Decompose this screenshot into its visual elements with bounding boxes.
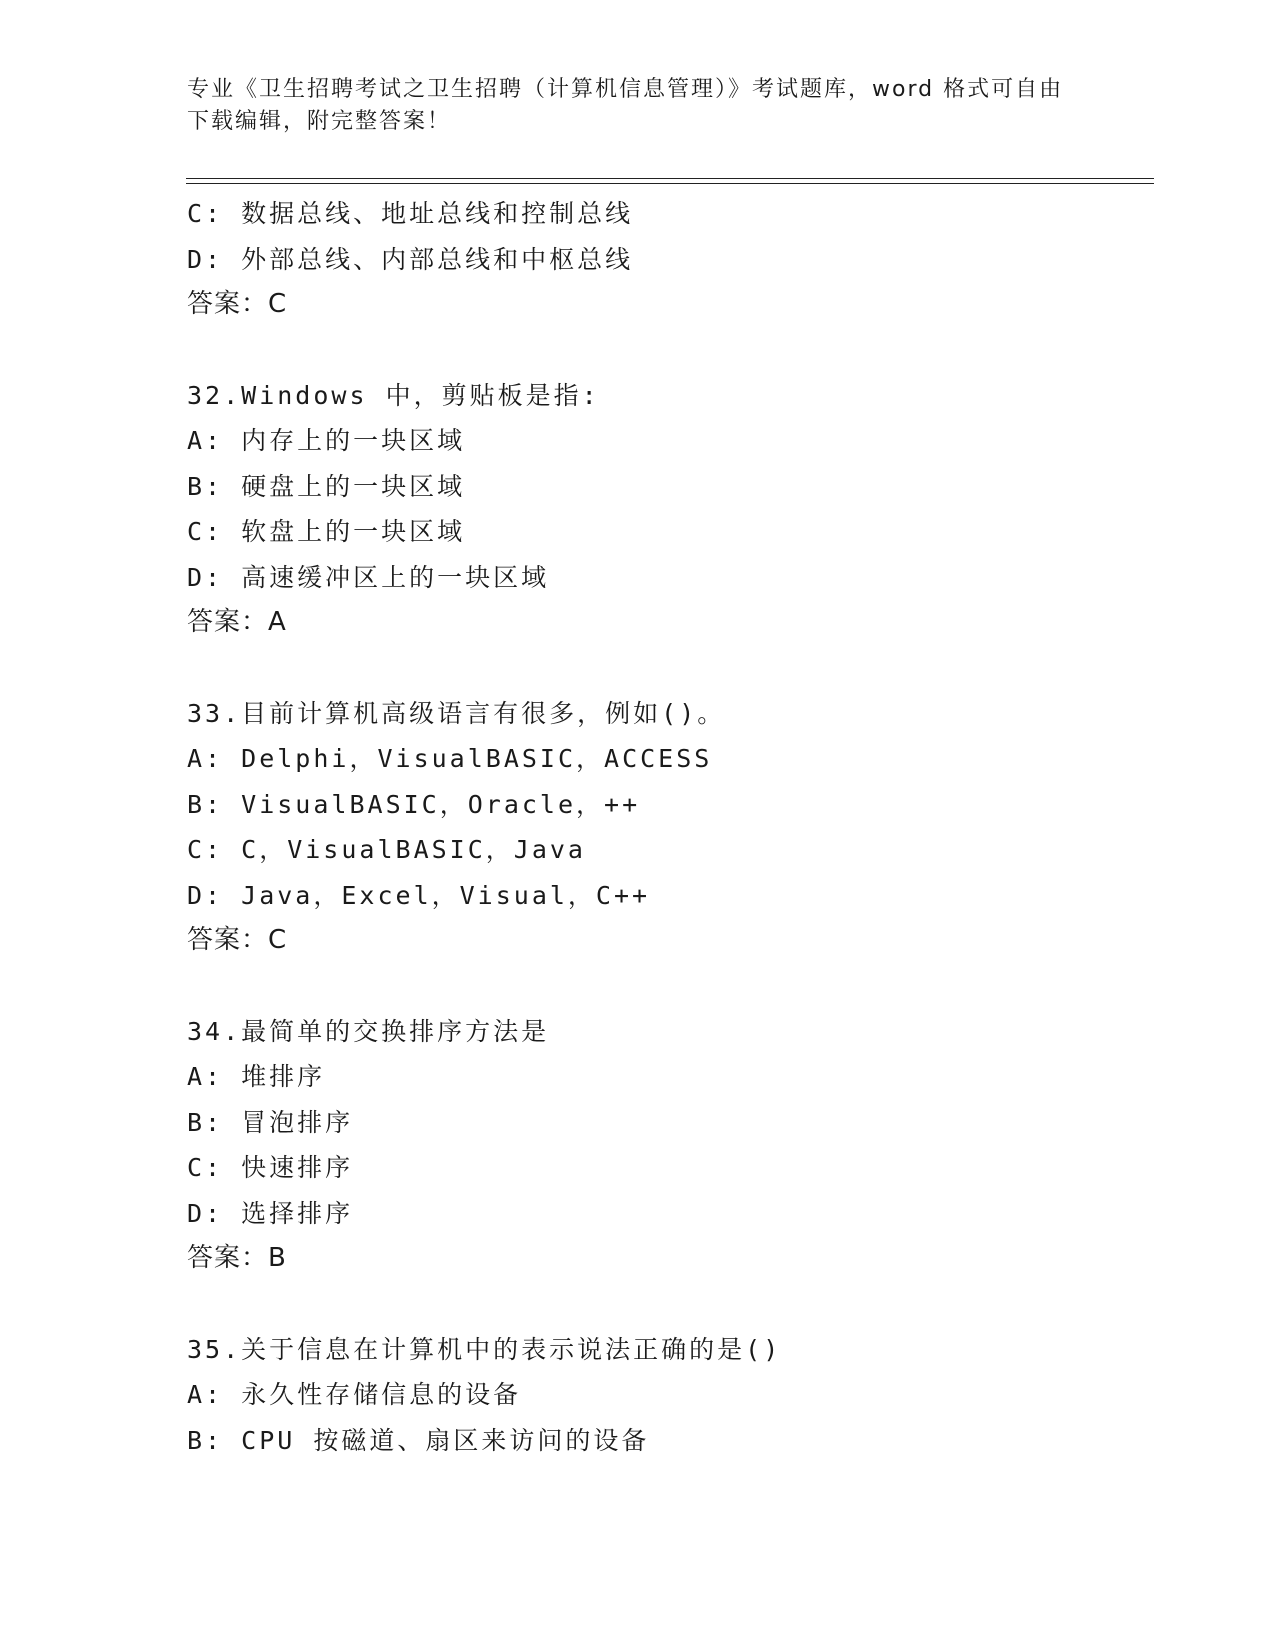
option-line: B: VisualBASIC，Oracle，++ [187,789,641,819]
option-line: B: 硬盘上的一块区域 [187,471,466,501]
option-line: A: Delphi，VisualBASIC，ACCESS [187,744,713,773]
header-rule-bottom [186,183,1154,184]
answer-line: 答案：C [187,289,288,319]
spacer [187,646,1147,691]
question-line: 34.最简单的交换排序方法是 [187,1016,550,1046]
question-line: 32.Windows 中，剪贴板是指: [187,380,600,410]
spacer [187,328,1147,373]
option-line: B: 冒泡排序 [187,1107,354,1137]
header-rule-top [186,178,1154,179]
option-line: D: 外部总线、内部总线和中枢总线 [187,244,634,274]
answer-line: 答案：A [187,607,287,637]
option-line: D: 选择排序 [187,1198,354,1228]
option-line: C: 快速排序 [187,1153,354,1182]
answer-line: 答案：B [187,1243,287,1273]
option-line: A: 堆排序 [187,1062,326,1091]
option-line: D: Java，Excel，Visual，C++ [187,880,651,910]
spacer [187,1282,1147,1327]
spacer [187,964,1147,1009]
option-line: C: 数据总线、地址总线和控制总线 [187,199,634,228]
answer-line: 答案：C [187,925,288,955]
document-intro: 专业《卫生招聘考试之卫生招聘（计算机信息管理）》考试题库，word 格式可自由下载编辑，附完整答案！ [187,77,1064,134]
option-line: A: 内存上的一块区域 [187,426,466,455]
question-line: 33.目前计算机高级语言有很多，例如()。 [187,698,726,728]
question-list [187,191,1147,1463]
option-line: C: C，VisualBASIC，Java [187,835,586,864]
option-line: B: CPU 按磁道、扇区来访问的设备 [187,1425,650,1455]
option-line: D: 高速缓冲区上的一块区域 [187,562,550,592]
option-line: A: 永久性存储信息的设备 [187,1380,522,1409]
question-line: 35.关于信息在计算机中的表示说法正确的是() [187,1334,782,1364]
option-line: C: 软盘上的一块区域 [187,517,466,546]
